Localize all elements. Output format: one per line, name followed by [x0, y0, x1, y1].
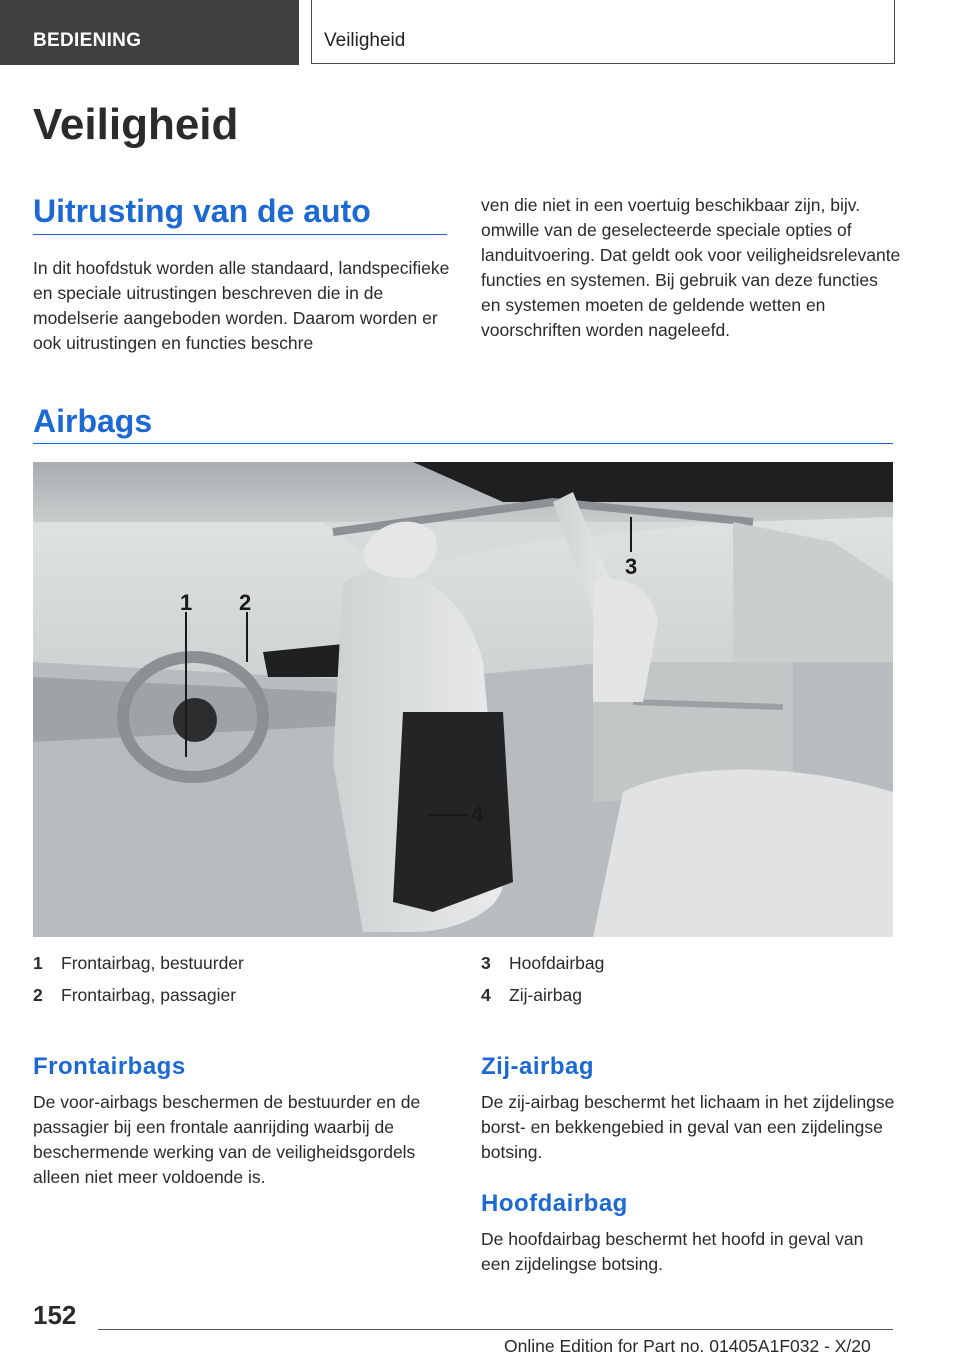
section-title-airbags: Airbags: [33, 403, 153, 439]
zijairbag-title: Zij-airbag: [481, 1053, 595, 1080]
footer-edition: Online Edition for Part no. 01405A1F032 - X/20: [504, 1336, 871, 1356]
intro-paragraph-col1: In dit hoofdstuk worden alle standaard, landspecifieke en speciale uitrustingen beschreven die in de modelserie aangeboden worden. Daarom worden er ook uitrustingen en functies beschre: [33, 258, 450, 353]
frontairbags-text: De voor-airbags beschermen de bestuurder en de passagier bij een frontale aanrijding waarbij de beschermende werking van de veiligheidsgordels alleen niet meer voldoende is.: [33, 1092, 421, 1187]
zijairbag-text: De zij-airbag beschermt het lichaam in het zijdelingse borst- en bekkengebied in geval van een zijdelingse botsing.: [481, 1092, 895, 1162]
callout-3: 3: [625, 554, 638, 579]
section-rule: [33, 234, 447, 235]
header-section-label: BEDIENING: [33, 30, 142, 51]
hoofdairbag-title: Hoofdairbag: [481, 1190, 628, 1217]
page-title: Veiligheid: [33, 100, 239, 149]
callout-4: 4: [471, 802, 484, 827]
header-chapter-label: Veiligheid: [324, 30, 406, 51]
page-number: 152: [33, 1300, 77, 1330]
callout-1: 1: [180, 590, 193, 615]
section-rule: [33, 443, 893, 444]
footer-rule: [98, 1329, 893, 1330]
header-chapter-box: [311, 0, 895, 64]
section-title-uitrusting: Uitrusting van de auto: [33, 193, 371, 229]
intro-paragraph-col2: ven die niet in een voertuig beschikbaar zijn, bijv. omwille van de geselecteerde speciale opties of landuitvoering. Dat geldt ook voor veiligheidsrelevante functies en systemen. Bij gebruik van deze functies en systemen moeten de geldende wetten en voorschriften worden nageleefd.: [481, 195, 901, 340]
header-section-tab: [0, 0, 299, 65]
hoofdairbag-text: De hoofdairbag beschermt het hoofd in geval van een zijdelingse botsing.: [481, 1229, 864, 1274]
airbag-illustration: [33, 462, 893, 937]
frontairbags-title: Frontairbags: [33, 1053, 186, 1080]
callout-2: 2: [239, 590, 252, 615]
